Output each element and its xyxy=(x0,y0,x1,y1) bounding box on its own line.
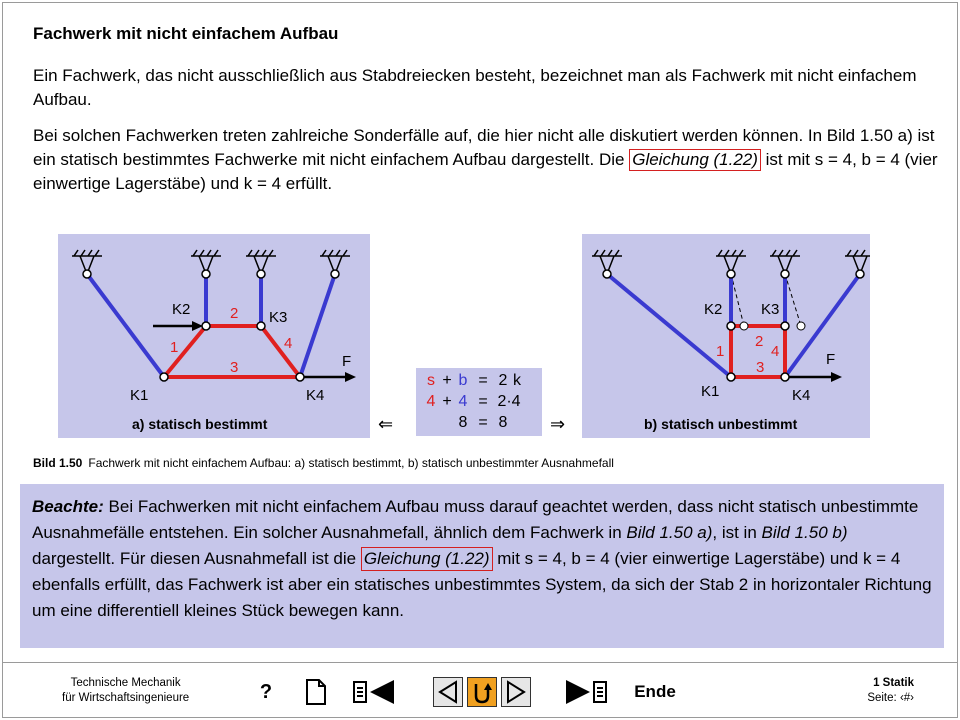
description-paragraph xyxy=(33,124,943,196)
figure-reference-b[interactable]: Bild 1.50 b) xyxy=(761,523,848,542)
label-bar-4: 4 xyxy=(771,343,780,360)
truss-diagram-b xyxy=(582,234,870,438)
equation-panel: s + b = 2 k 4 + 4 = 2·4 8 = 8 xyxy=(416,368,542,436)
label-bar-2: 2 xyxy=(230,305,239,322)
label-bar-1: 1 xyxy=(716,343,725,360)
implies-left-arrow: ⇐ xyxy=(378,414,394,434)
figure-reference-a[interactable]: Bild 1.50 a) xyxy=(626,523,713,542)
intro-paragraph: Ein Fachwerk, das nicht ausschließlich aus Stabdreiecken besteht, bezeichnet man als Fachwerk mit nicht einfachem Aufbau. xyxy=(33,66,917,109)
hinge xyxy=(331,270,339,278)
label-k3: K3 xyxy=(761,301,780,318)
note-box: Beachte: Bei Fachwerken mit nicht einfachem Aufbau muss darauf geachtet werden, dass nicht statisch unbestimmte Ausnahmefälle entstehen. Ein solcher Ausnahmefall, ähnlich dem Fachwerk in Bild 1.50 a), ist in Bild 1.50 b) dargestellt. Für diesen Ausnahmefall ist die Gleichung (1.22) mit s = 4, b = 4 (vier einwertige Lagerstäbe) und k = 4 ebenfalls erfüllt, das Fachwerk ist aber ein statisches unbestimmtes System, da sich der Stab 2 in horizontaler Richtung um eine differentiell kleines Stück bewegen kann. xyxy=(20,484,944,648)
figure-caption xyxy=(33,456,614,470)
node-k3 xyxy=(257,322,265,330)
back-icon xyxy=(434,678,462,706)
hinge xyxy=(83,270,91,278)
forward-button[interactable] xyxy=(501,676,531,708)
label-k2: K2 xyxy=(172,301,191,318)
return-button[interactable] xyxy=(467,676,497,708)
label-force: F xyxy=(826,351,836,368)
equation-reference-link[interactable]: Gleichung (1.22) xyxy=(629,149,761,171)
note-icon xyxy=(303,678,329,706)
figure-a-caption: a) statisch bestimmt xyxy=(132,416,268,432)
notes-button[interactable] xyxy=(302,676,330,708)
label-k2: K2 xyxy=(704,301,723,318)
page-title: Fachwerk mit nicht einfachem Aufbau xyxy=(33,24,339,43)
help-icon: ? xyxy=(259,680,273,703)
label-force: F xyxy=(342,353,352,370)
footer-course: Technische Mechanik für Wirtschaftsingenieure xyxy=(62,677,190,704)
first-page-icon xyxy=(352,678,398,706)
label-k4: K4 xyxy=(306,387,325,404)
supports-a xyxy=(72,250,350,274)
label-k3: K3 xyxy=(269,309,288,326)
label-bar-1: 1 xyxy=(170,339,179,356)
first-page-button[interactable] xyxy=(352,676,398,708)
last-page-button[interactable] xyxy=(562,676,608,708)
para2-text-after: ist mit s = 4, b = 4 (vier einwertige Lagerstäbe) und k = 4 erfüllt. xyxy=(33,150,938,193)
figure-b-caption: b) statisch unbestimmt xyxy=(644,416,798,432)
forward-icon xyxy=(502,678,530,706)
return-icon xyxy=(468,678,496,706)
footer-page-info: 1 Statik Seite: ‹#› xyxy=(867,677,914,704)
para2-text-before: Bei solchen Fachwerken treten zahlreiche Sonderfälle auf, die hier nicht alle diskutiert werden können. In Bild 1.50 a) ist ein statisch bestimmtes Fachwerke mit nicht einfachem Aufbau dargestellt. Die xyxy=(33,126,935,169)
node-k4 xyxy=(296,373,304,381)
note-lead: Beachte: xyxy=(32,497,104,516)
label-bar-4: 4 xyxy=(284,335,293,352)
last-page-icon xyxy=(562,678,608,706)
node-k1 xyxy=(160,373,168,381)
implies-right-arrow: ⇒ xyxy=(550,414,566,434)
label-k4: K4 xyxy=(792,387,811,404)
label-k1: K1 xyxy=(130,387,149,404)
label-bar-3: 3 xyxy=(756,359,765,376)
bar-support-1 xyxy=(87,274,164,377)
label-bar-2: 2 xyxy=(755,333,764,350)
load-arrow-b xyxy=(789,372,842,382)
equation-reference-link-2[interactable]: Gleichung (1.22) xyxy=(361,547,493,571)
label-k1: K1 xyxy=(701,383,720,400)
caption-label: Bild 1.50 xyxy=(33,456,83,470)
back-button[interactable] xyxy=(433,676,463,708)
end-label: Ende xyxy=(634,682,676,701)
figure-b-panel xyxy=(582,234,870,438)
hinge xyxy=(202,270,210,278)
figure-a-panel xyxy=(58,234,370,438)
node-k2 xyxy=(202,322,210,330)
footer-divider xyxy=(2,662,958,663)
caption-text: Fachwerk mit nicht einfachem Aufbau: a) statisch bestimmt, b) statisch unbestimmter Ausnahmefall xyxy=(88,456,614,470)
end-button[interactable] xyxy=(630,676,680,708)
bar-4 xyxy=(261,326,300,377)
hinge xyxy=(257,270,265,278)
truss-diagram-a xyxy=(58,234,370,438)
displacement-lines-b xyxy=(731,274,801,326)
label-bar-3: 3 xyxy=(230,359,239,376)
bar-support-4 xyxy=(300,274,335,377)
help-button[interactable] xyxy=(256,676,276,708)
